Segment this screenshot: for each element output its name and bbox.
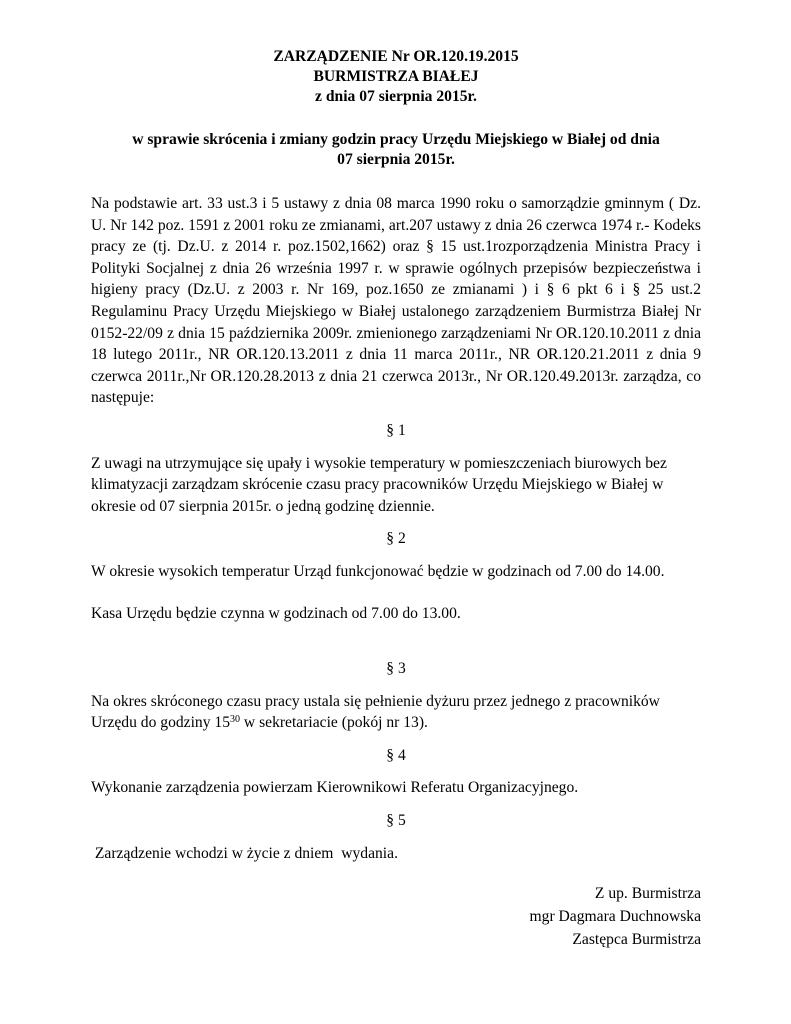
legal-basis-line: 18 lutego 2011r., NR OR.120.13.2011 z dnia 11 marca 2011r., NR OR.120.21.2011 z dnia 9 <box>91 346 701 364</box>
section-1-line: klimatyzacji zarządzam skrócenie czasu pracy pracowników Urzędu Miejskiego w Białej w <box>91 476 664 494</box>
section-2-text-2 <box>91 603 701 625</box>
signature-block <box>91 882 701 951</box>
legal-basis-line: pracy ze (tj. Dz.U. z 2014 r. poz.1502,1662) oraz § 15 ust.1rozporządzenia Ministra Pracy i <box>91 238 701 256</box>
legal-basis-line: Na podstawie art. 33 ust.3 i 5 ustawy z dnia 08 marca 1990 roku o samorządzie gminnym ( Dz. <box>91 195 701 212</box>
section-3-line-2-pre: Urzędu do godziny 15 <box>91 714 231 732</box>
section-mark-4: § 4 <box>386 746 406 764</box>
office-hours: W okresie wysokich temperatur Urząd funkcjonować będzie w godzinach od 7.00 do 14.00. <box>91 562 665 580</box>
order-number: ZARZĄDZENIE Nr OR.120.19.2015 <box>273 48 519 65</box>
section-2-text-1 <box>91 561 701 583</box>
legal-basis-line: Polityki Socjalnej z dnia 26 września 1997 r. w sprawie ogólnych przepisów bezpieczeństwa i <box>91 259 701 277</box>
effective-date-clause: Zarządzenie wchodzi w życie z dniem wydania. <box>91 844 398 862</box>
section-4-text <box>91 777 701 799</box>
section-mark-3: § 3 <box>386 660 406 678</box>
signatory-title: Zastępca Burmistrza <box>572 931 701 949</box>
section-3-text <box>91 691 701 734</box>
section-mark-2: § 2 <box>386 530 406 548</box>
section-mark-1: § 1 <box>386 421 406 439</box>
section-3-line-2-post: w sekretariacie (pokój nr 13). <box>240 714 428 732</box>
legal-basis-line: 0152-22/09 z dnia 15 października 2009r. zmienionego zarządzeniami Nr OR.120.10.2011 z dnia <box>91 324 701 342</box>
section-1-line: okresie od 07 sierpnia 2015r. o jedną godzinę dziennie. <box>91 497 435 515</box>
issue-date: z dnia 07 sierpnia 2015r. <box>315 88 477 105</box>
subject-line-2: 07 sierpnia 2015r. <box>337 151 455 168</box>
section-1-line: Z uwagi na utrzymujące się upały i wysokie temperatury w pomieszczeniach biurowych bez <box>91 454 667 472</box>
legal-basis-line: Regulaminu Pracy Urzędu Miejskiego w Białej ustalonego zarządzeniem Burmistrza Białej Nr <box>91 302 701 320</box>
execution-clause: Wykonanie zarządzenia powierzam Kierownikowi Referatu Organizacyjnego. <box>91 779 579 797</box>
document-subject <box>91 130 701 170</box>
signatory-name: mgr Dagmara Duchnowska <box>529 908 701 926</box>
document-page <box>91 47 701 951</box>
section-3-line-2 <box>91 712 701 734</box>
legal-basis-line: następuje: <box>91 389 155 407</box>
section-3-line-1: Na okres skróconego czasu pracy ustala się pełnienie dyżuru przez jednego z pracowników <box>91 692 660 710</box>
cashier-hours: Kasa Urzędu będzie czynna w godzinach od 7.00 do 13.00. <box>91 604 461 622</box>
document-header <box>91 47 701 107</box>
section-5-text <box>91 843 701 865</box>
time-minutes-superscript: 30 <box>230 714 241 726</box>
signature-line-1: Z up. Burmistrza <box>594 885 701 903</box>
subject-line-1: w sprawie skrócenia i zmiany godzin pracy Urzędu Miejskiego w Białej od dnia <box>132 131 660 148</box>
issuer: BURMISTRZA BIAŁEJ <box>313 68 479 85</box>
section-mark-5: § 5 <box>386 812 406 830</box>
section-1-text <box>91 453 701 518</box>
legal-basis-paragraph <box>91 193 701 409</box>
legal-basis-line: czerwca 2011r.,Nr OR.120.28.2013 z dnia 21 czerwca 2013r., Nr OR.120.49.2013r. zarządza, co <box>91 367 701 385</box>
legal-basis-line: U. Nr 142 poz. 1591 z 2001 roku ze zmianami, art.207 ustawy z dnia 26 czerwca 1974 r.- Kodeks <box>91 216 701 234</box>
legal-basis-line: higieny pracy (Dz.U. z 2003 r. Nr 169, poz.1650 ze zmianami ) i § 6 pkt 6 i § 25 ust.2 <box>91 281 701 299</box>
